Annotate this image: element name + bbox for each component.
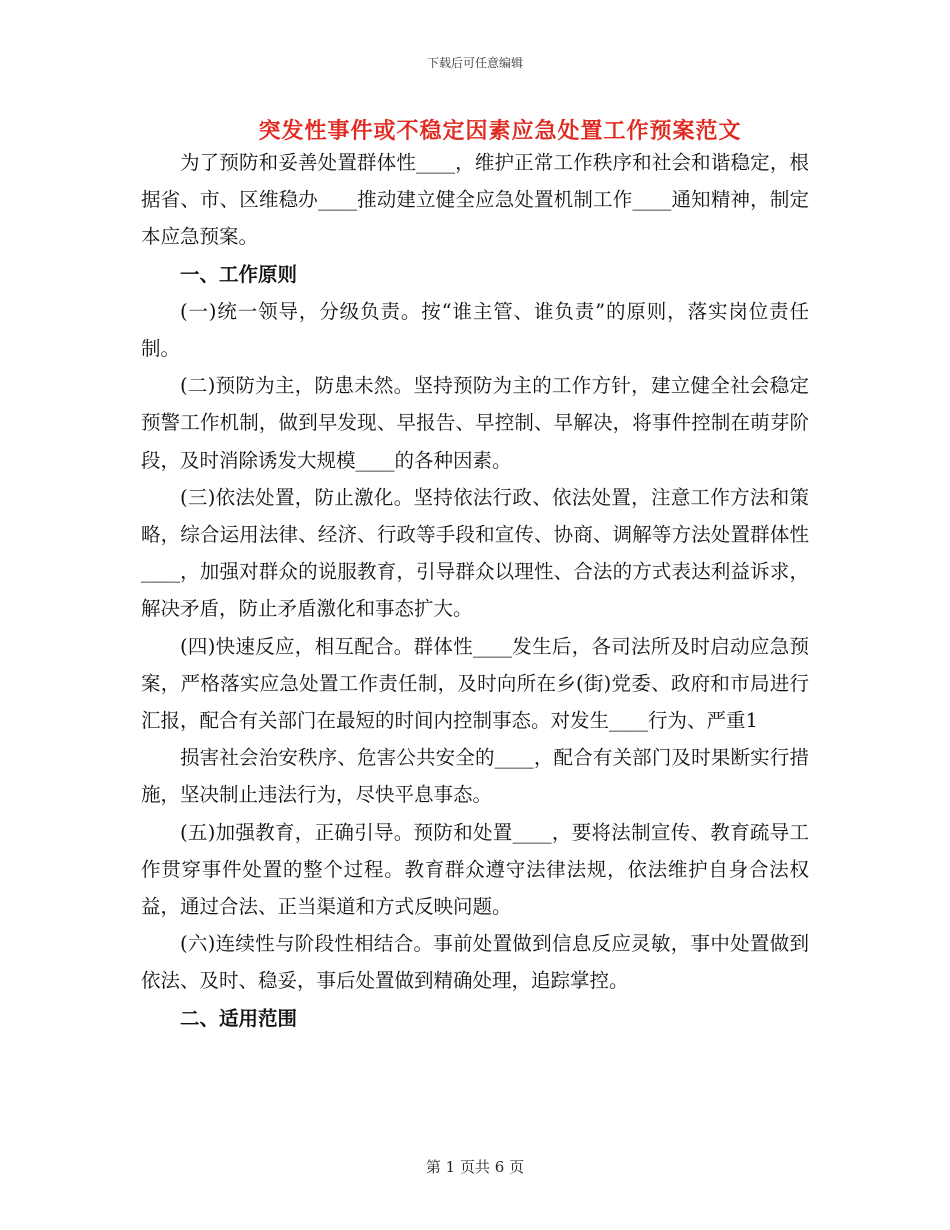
document-title: 突发性事件或不稳定因素应急处置工作预案范文 bbox=[258, 118, 742, 144]
principle-4-paragraph: (四)快速反应，相互配合。群体性____发生后，各司法所及时启动应急预案，严格落实应急处置工作责任制，及时向所在乡(街)党委、政府和市局进行汇报，配合有关部门在最短的时间内控制事态。对发生____行为、严重1 bbox=[141, 634, 809, 733]
principle-4-continued-paragraph: 损害社会治安秩序、危害公共安全的____，配合有关部门及时果断实行措施，坚决制止违法行为，尽快平息事态。 bbox=[141, 746, 809, 807]
document-body bbox=[141, 144, 809, 1037]
page-header-note: 下载后可任意编辑 bbox=[426, 56, 523, 70]
principle-2-paragraph: (二)预防为主，防患未然。坚持预防为主的工作方针，建立健全社会稳定预警工作机制，做到早发现、早报告、早控制、早解决，将事件控制在萌芽阶段，及时消除诱发大规模____的各种因素。 bbox=[141, 374, 809, 472]
principle-3-paragraph: (三)依法处置，防止激化。坚持依法行政、依法处置，注意工作方法和策略，综合运用法律、经济、行政等手段和宣传、协商、调解等方法处置群体性____，加强对群众的说服教育，引导群众以理性、合法的方式表达利益诉求，解决矛盾，防止矛盾激化和事态扩大。 bbox=[141, 485, 809, 621]
page-footer: 第 1 页共 6 页 bbox=[425, 1158, 525, 1176]
principle-5-paragraph: (五)加强教育，正确引导。预防和处置____，要将法制宣传、教育疏导工作贯穿事件处置的整个过程。教育群众遵守法律法规，依法维护自身合法权益，通过合法、正当渠道和方式反映问题。 bbox=[141, 820, 809, 919]
section-heading-scope: 二、适用范围 bbox=[180, 1006, 298, 1030]
principle-6-paragraph: (六)连续性与阶段性相结合。事前处置做到信息反应灵敏，事中处置做到依法、及时、稳妥，事后处置做到精确处理，追踪掌控。 bbox=[141, 932, 809, 993]
principle-1-paragraph: (一)统一领导，分级负责。按“谁主管、谁负责”的原则，落实岗位责任制。 bbox=[141, 299, 809, 361]
section-heading-principles: 一、工作原则 bbox=[180, 262, 298, 286]
intro-paragraph: 为了预防和妥善处置群体性____，维护正常工作秩序和社会和谐稳定，根据省、市、区维稳办____推动建立健全应急处置机制工作____通知精神，制定本应急预案。 bbox=[141, 151, 809, 249]
